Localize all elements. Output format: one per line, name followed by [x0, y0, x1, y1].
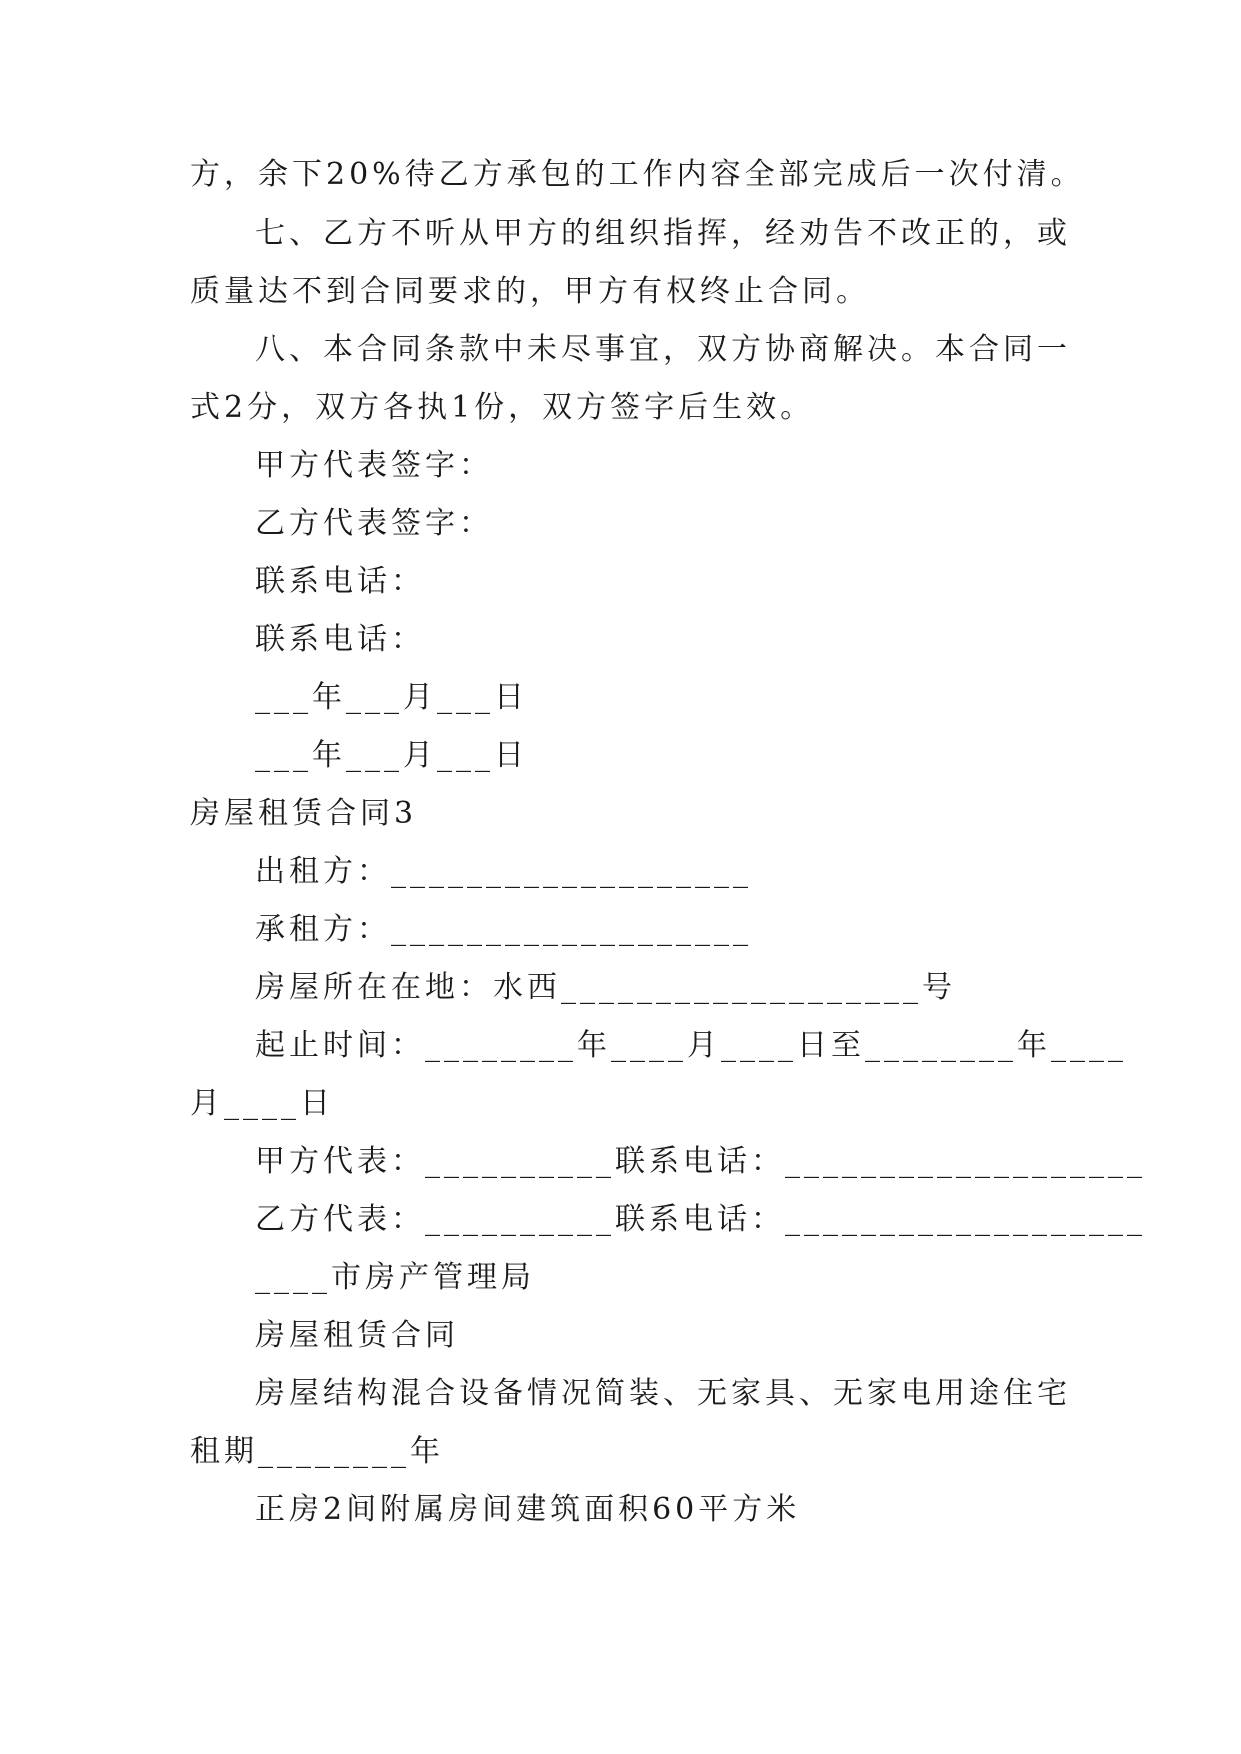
lessor-field: 出租方：___________________ [255, 854, 752, 889]
party-a-rep-field: 甲方代表：__________联系电话：___________________ [255, 1144, 1146, 1179]
term-field-line-2: 月____日 [190, 1086, 334, 1121]
clause-7-line-1: 七、乙方不听从甲方的组织指挥，经劝告不改正的，或 [255, 216, 1071, 251]
date-line-1: ___年___月___日 [255, 680, 528, 715]
clause-8-line-2: 式2分，双方各执1份，双方签字后生效。 [190, 390, 815, 425]
clause-7-line-2: 质量达不到合同要求的，甲方有权终止合同。 [190, 274, 870, 309]
date-line-2: ___年___月___日 [255, 738, 528, 773]
lease-term-line: 租期________年 [190, 1434, 444, 1469]
lessee-field: 承租方：___________________ [255, 912, 752, 947]
section-title-contract-3: 房屋租赁合同3 [190, 796, 418, 831]
housing-bureau-line: ____市房产管理局 [255, 1260, 535, 1295]
party-b-rep-field: 乙方代表：__________联系电话：___________________ [255, 1202, 1146, 1237]
property-structure-line: 房屋结构混合设备情况简装、无家具、无家电用途住宅 [255, 1376, 1071, 1411]
phone-label-2: 联系电话： [255, 622, 425, 657]
clause-8-line-1: 八、本合同条款中未尽事宜，双方协商解决。本合同一 [255, 332, 1071, 367]
paragraph-6-end: 方，余下20%待乙方承包的工作内容全部完成后一次付清。 [190, 157, 1085, 192]
term-field-line-1: 起止时间：________年____月____日至________年____ [255, 1028, 1127, 1063]
party-a-signature-label: 甲方代表签字： [255, 448, 493, 483]
room-area-line: 正房2间附属房间建筑面积60平方米 [255, 1492, 801, 1527]
property-location-field: 房屋所在在地：水西___________________号 [255, 970, 956, 1005]
party-b-signature-label: 乙方代表签字： [255, 506, 493, 541]
phone-label-1: 联系电话： [255, 564, 425, 599]
contract-subtitle: 房屋租赁合同 [255, 1318, 459, 1353]
